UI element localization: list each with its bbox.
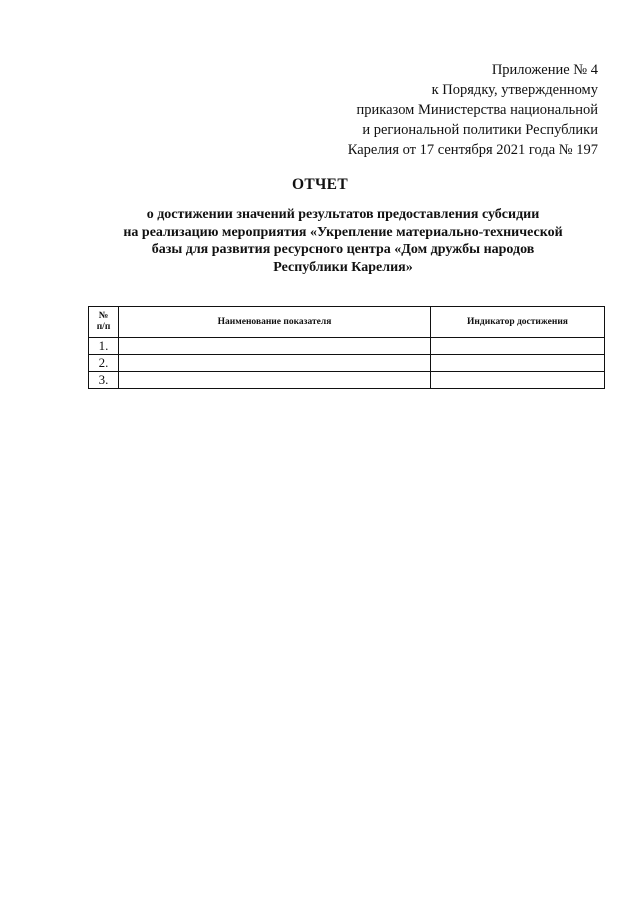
appendix-line: приказом Министерства национальной (356, 102, 598, 118)
appendix-line: Карелия от 17 сентября 2021 года № 197 (347, 142, 598, 158)
appendix-line: к Порядку, утвержденному (431, 82, 598, 98)
subtitle-line: базы для развития ресурсного центра «Дом дружбы народов (151, 242, 535, 257)
row-num: 3. (89, 372, 119, 389)
row-name-cell[interactable] (119, 372, 431, 389)
appendix-line: и региональной политики Республики (362, 122, 598, 138)
row-name-cell[interactable] (119, 355, 431, 372)
row-indicator-cell[interactable] (431, 372, 605, 389)
row-num: 2. (89, 355, 119, 372)
table-row (89, 355, 605, 372)
report-title: ОТЧЕТ (292, 176, 348, 193)
row-indicator-cell[interactable] (431, 338, 605, 355)
header-num-line1: № (98, 311, 109, 321)
subtitle-line: Республики Карелия» (273, 259, 413, 275)
header-indicator: Индикатор достижения (431, 307, 605, 338)
subtitle-line: на реализацию мероприятия «Укрепление материально-технической (123, 224, 563, 240)
appendix-line: Приложение № 4 (491, 62, 598, 78)
header-name: Наименование показателя (119, 307, 431, 338)
row-indicator-cell[interactable] (431, 355, 605, 372)
appendix-note (298, 60, 598, 160)
row-name-cell[interactable] (119, 338, 431, 355)
table-row (89, 338, 605, 355)
subtitle-line: о достижении значений результатов предоставления субсидии (146, 207, 540, 222)
report-subtitle (80, 206, 606, 276)
header-num-line2: п/п (96, 322, 111, 332)
report-table (88, 306, 605, 389)
row-num: 1. (89, 338, 119, 355)
header-num (89, 307, 119, 338)
table-header-row (89, 307, 605, 338)
table-row (89, 372, 605, 389)
